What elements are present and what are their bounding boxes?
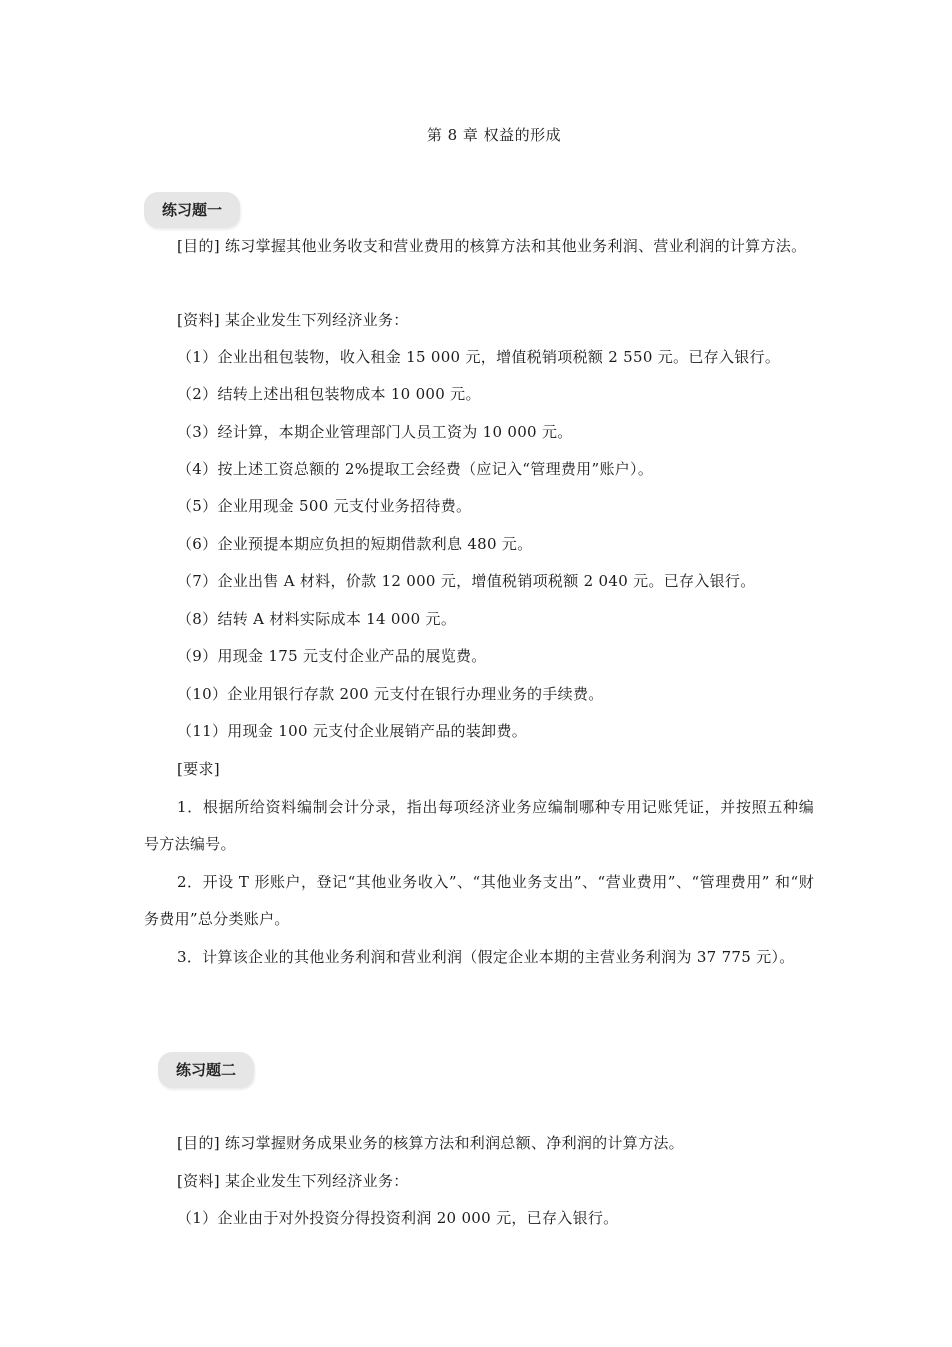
exercise-1-badge: 练习题一	[144, 192, 240, 228]
exercise-2-material-intro: [资料] 某企业发生下列经济业务：	[177, 1172, 409, 1190]
exercise-1-item: （5）企业用现金 500 元支付业务招待费。	[177, 497, 472, 515]
exercise-1-requirement: 3．计算该企业的其他业务利润和营业利润（假定企业本期的主营业务利润为 37 775 元）。	[177, 948, 795, 966]
exercise-2-purpose: [目的] 练习掌握财务成果业务的核算方法和利润总额、净利润的计算方法。	[177, 1134, 684, 1152]
exercise-1-purpose: [目的] 练习掌握其他业务收支和营业费用的核算方法和其他业务利润、营业利润的计算方法。	[177, 237, 807, 255]
exercise-1-item: （7）企业出售 A 材料，价款 12 000 元，增值税销项税额 2 040 元。已存入银行。	[177, 572, 756, 590]
exercise-1-item: （10）企业用银行存款 200 元支付在银行办理业务的手续费。	[177, 685, 604, 703]
exercise-1-item: （9）用现金 175 元支付企业产品的展览费。	[177, 647, 487, 665]
exercise-1-item: （8）结转 A 材料实际成本 14 000 元。	[177, 610, 457, 628]
exercise-1-requirement: 1．根据所给资料编制会计分录，指出每项经济业务应编制哪种专用记账凭证，并按照五种编号方法编号。	[144, 798, 814, 853]
exercise-1-item: （6）企业预提本期应负担的短期借款利息 480 元。	[177, 535, 533, 553]
exercise-1-item: （3）经计算，本期企业管理部门人员工资为 10 000 元。	[177, 423, 573, 441]
exercise-1-material-intro: [资料] 某企业发生下列经济业务：	[177, 311, 409, 329]
exercise-1-requirement-label: [要求]	[177, 760, 220, 778]
chapter-title: 第 8 章 权益的形成	[426, 126, 562, 144]
exercise-1-item: （1）企业出租包装物，收入租金 15 000 元，增值税销项税额 2 550 元。已存入银行。	[177, 348, 781, 366]
exercise-1-item: （4）按上述工资总额的 2%提取工会经费（应记入“管理费用”账户）。	[177, 460, 654, 478]
exercise-2-badge: 练习题二	[158, 1052, 254, 1088]
exercise-2-item: （1）企业由于对外投资分得投资利润 20 000 元，已存入银行。	[177, 1209, 619, 1227]
exercise-1-requirement: 2．开设 T 形账户，登记“其他业务收入”、“其他业务支出”、“营业费用”、“管理费用” 和“财务费用”总分类账户。	[144, 873, 814, 928]
exercise-1-item: （11）用现金 100 元支付企业展销产品的装卸费。	[177, 722, 528, 740]
exercise-1-item: （2）结转上述出租包装物成本 10 000 元。	[177, 385, 481, 403]
